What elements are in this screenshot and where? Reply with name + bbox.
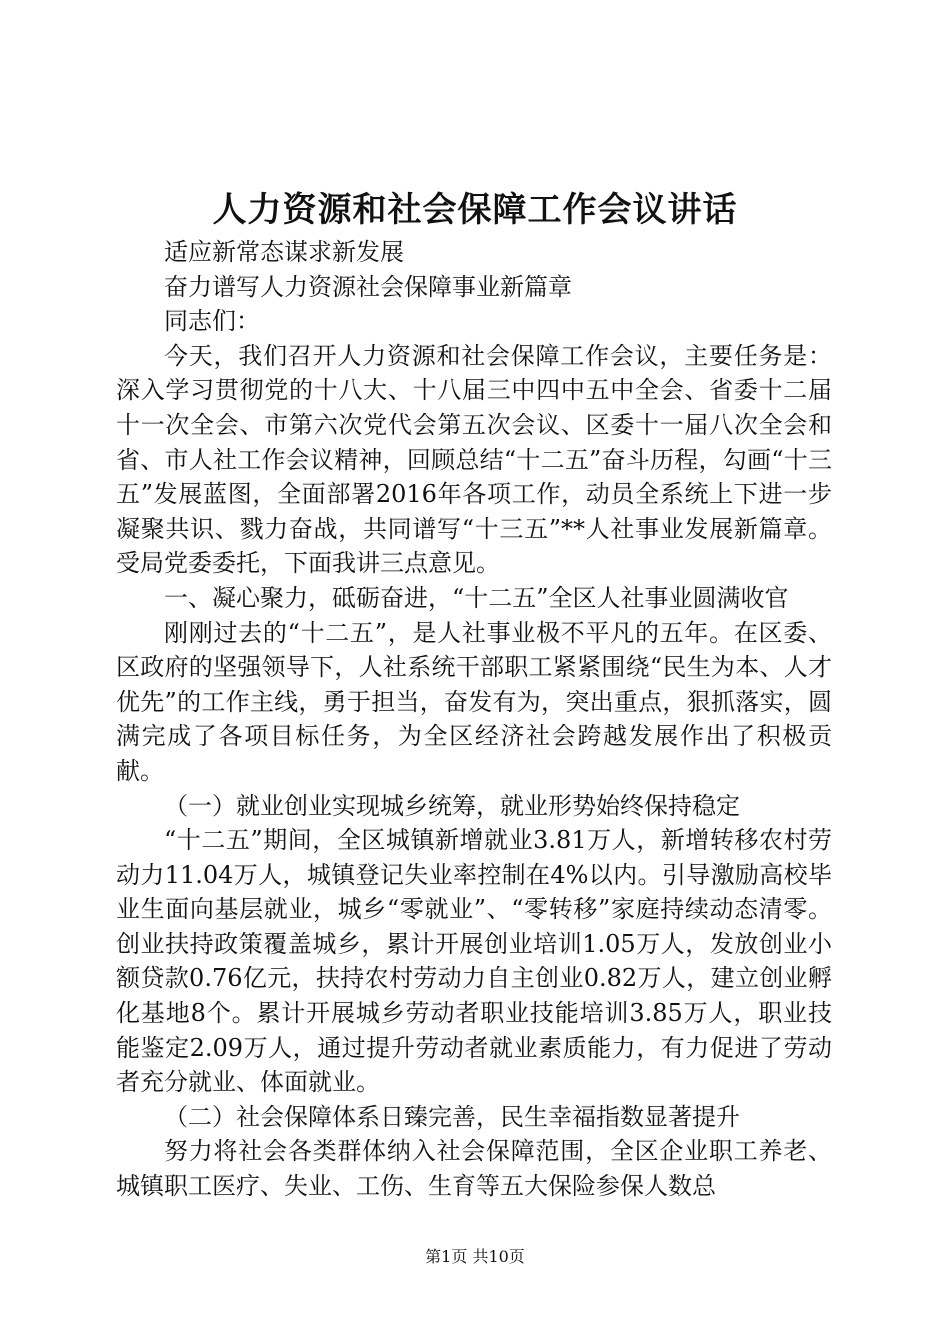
document-body bbox=[116, 235, 832, 1204]
paragraph-review: 刚刚过去的“十二五”，是人社事业极不平凡的五年。在区委、区政府的坚强领导下，人社系统干部职工紧紧围绕“民生为本、人才优先”的工作主线，勇于担当，奋发有为，突出重点，狠抓落实，圆满完成了各项目标任务，为全区经济社会跨越发展作出了积极贡献。 bbox=[116, 618, 832, 785]
document-title: 人力资源和社会保障工作会议讲话 bbox=[212, 190, 738, 230]
page-number: 第1页 共10页 bbox=[425, 1247, 525, 1266]
subsection-heading-2: （二）社会保障体系日臻完善，民生幸福指数显著提升 bbox=[164, 1102, 740, 1131]
paragraph-social-security: 努力将社会各类群体纳入社会保障范围，全区企业职工养老、城镇职工医疗、失业、工伤、生育等五大保险参保人数总 bbox=[116, 1137, 832, 1201]
salutation: 同志们： bbox=[164, 307, 260, 336]
subsection-heading-1: （一）就业创业实现城乡统筹，就业形势始终保持稳定 bbox=[164, 791, 740, 820]
paragraph-intro: 今天，我们召开人力资源和社会保障工作会议，主要任务是：深入学习贯彻党的十八大、十八届三中四中五中全会、省委十二届十一次全会、市第六次党代会第五次会议、区委十一届八次全会和省、市人社工作会议精神，回顾总结“十二五”奋斗历程，勾画“十三五”发展蓝图，全面部署2016年各项工作，动员全系统上下进一步凝聚共识、戮力奋战，共同谱写“十三五”**人社事业发展新篇章。受局党委委托，下面我讲三点意见。 bbox=[116, 341, 832, 578]
paragraph-employment: “十二五”期间，全区城镇新增就业3.81万人，新增转移农村劳动力11.04万人，城镇登记失业率控制在4%以内。引导激励高校毕业生面向基层就业，城乡“零就业”、“零转移”家庭持续动态清零。创业扶持政策覆盖城乡，累计开展创业培训1.05万人，发放创业小额贷款0.76亿元，扶持农村劳动力自主创业0.82万人，建立创业孵化基地8个。累计开展城乡劳动者职业技能培训3.85万人，职业技能鉴定2.09万人，通过提升劳动者就业素质能力，有力促进了劳动者充分就业、体面就业。 bbox=[116, 826, 832, 1097]
subtitle-line-2: 奋力谱写人力资源社会保障事业新篇章 bbox=[164, 272, 572, 301]
subtitle-line-1: 适应新常态谋求新发展 bbox=[164, 238, 404, 266]
section-heading-1: 一、凝心聚力，砥砺奋进，“十二五”全区人社事业圆满收官 bbox=[164, 583, 789, 612]
